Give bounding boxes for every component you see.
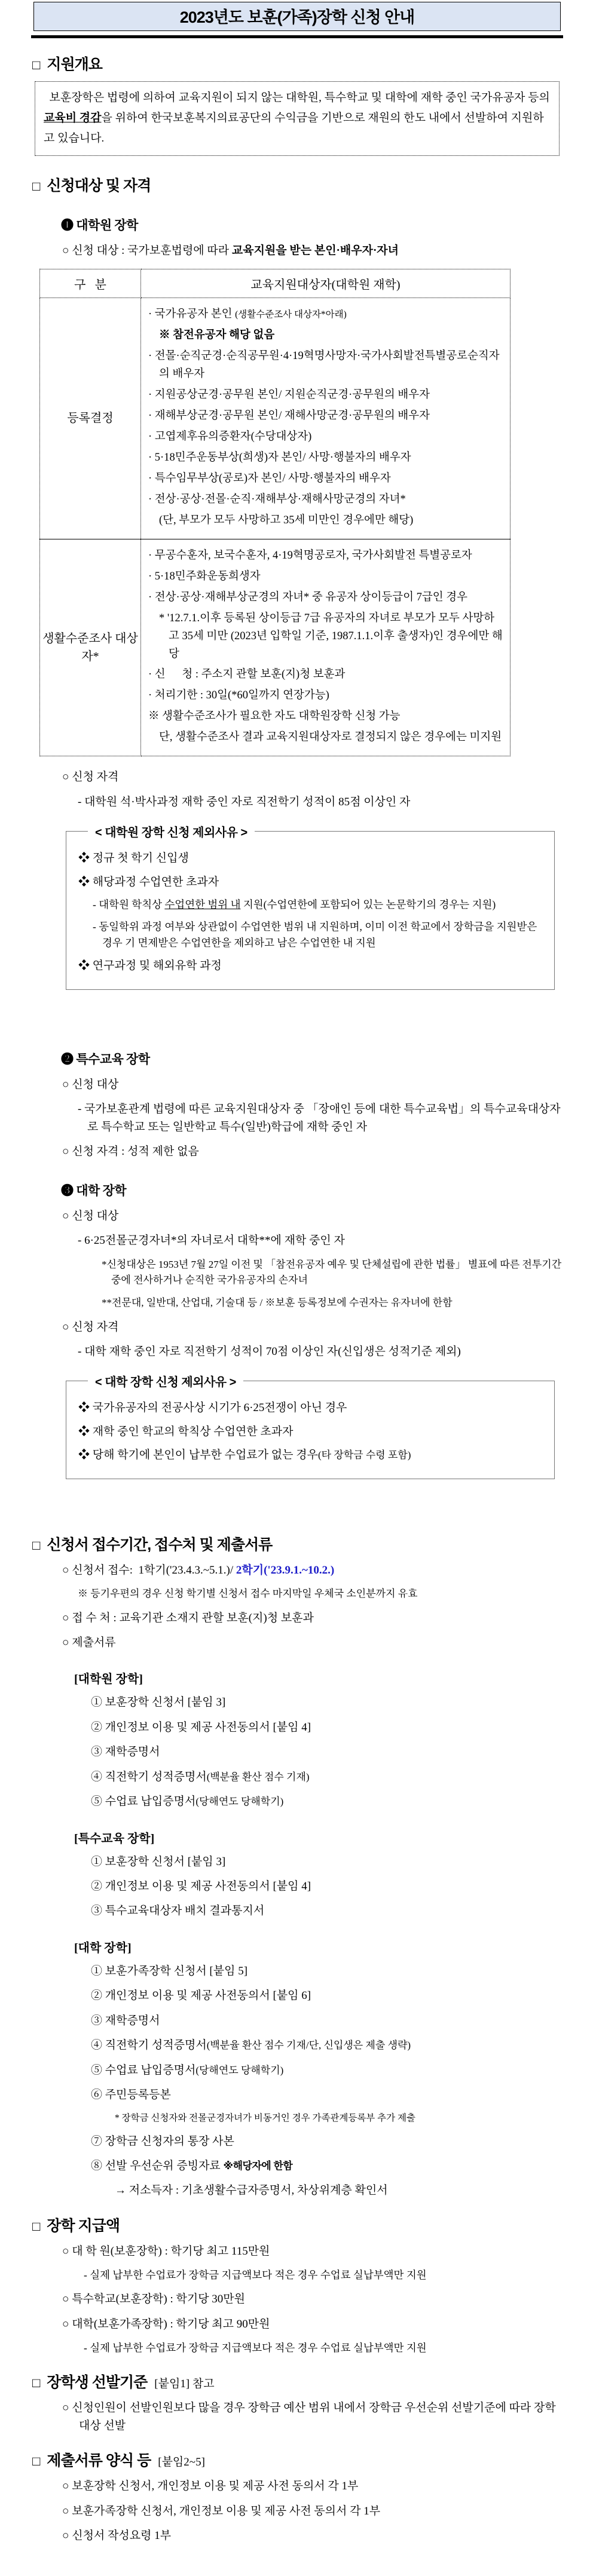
doc-item: ② 개인정보 이용 및 제공 사전동의서 [붙임 6]: [91, 1989, 311, 2002]
row-label-livelihood-survey: 생활수준조사 대상자*: [40, 539, 141, 756]
doc-item: [91, 1768, 563, 1786]
doc-item-note: * 장학금 신청자와 전몰군경자녀가 비동거인 경우 가족관계등록부 추가 제출: [115, 2112, 415, 2123]
table-line: · 재해부상군경·공무원 본인/ 재해사망군경·공무원의 배우자: [148, 409, 430, 422]
title-divider: [31, 35, 563, 38]
exclusion-item: ❖ 재학 중인 학교의 학칙상 수업연한 초과자: [78, 1425, 294, 1438]
subsection-grad-label: 대학원 장학: [76, 217, 138, 232]
section-heading-label: 지원개요: [47, 56, 102, 73]
doc-item: ⑥ 주민등록등본: [91, 2089, 171, 2102]
table-line: · 5·18민주화운동희생자: [148, 570, 261, 582]
doc-item: ① 보훈장학 신청서 [붙임 3]: [91, 1855, 226, 1868]
exclusion-subitem-underlined: 수업연한 범위 내: [164, 898, 241, 911]
doc-item-text: ④ 직전학기 성적증명서: [91, 1770, 207, 1783]
doc-item-small: (백분율 환산 점수 기재/단, 신입생은 제출 생략): [206, 2040, 411, 2051]
table-line: · 5·18민주운동부상(희생)자 본인/ 사망·행불자의 배우자: [148, 451, 411, 464]
payment-grad-line: ○ 대 학 원(보훈장학) : 학기당 최고 115만원: [62, 2244, 270, 2258]
section-heading-label: 장학 지급액: [47, 2217, 120, 2234]
doc-item-small: (당해연도 당해학기): [195, 2064, 284, 2076]
table-line: · 전상·공상·재해부상군경의 자녀* 중 유공자 상이등급이 7급인 경우: [148, 591, 468, 603]
section-heading-forms: [32, 2449, 563, 2470]
row-content-livelihood-survey: [141, 539, 511, 756]
section-heading-suffix: [붙임1] 참고: [154, 2378, 215, 2391]
table-header-category: 구 분: [40, 269, 141, 298]
doc-item: [91, 2157, 563, 2175]
table-line: · 처리기한 : 30일(*60일까지 연장가능): [148, 689, 329, 702]
selection-criteria-line: ○ 신청인원이 선발인원보다 많을 경우 장학금 예산 범위 내에서 장학금 우선순위 선발기준에 따라 장학대상 선발: [62, 2402, 556, 2432]
exclusion-item: ❖ 해당과정 수업연한 초과자: [78, 875, 219, 888]
doc-item: ① 보훈가족장학 신청서 [붙임 5]: [91, 1964, 248, 1977]
subsection-univ-label: 대학 장학: [76, 1183, 127, 1198]
doc-item: ③ 특수교육대상자 배치 결과통지서: [91, 1905, 265, 1918]
subsection-univ-title: [61, 1181, 563, 1199]
doc-item: ① 보훈장학 신청서 [붙임 3]: [91, 1696, 226, 1709]
exclusion-item-small: (타 장학금 수령 포함): [317, 1449, 411, 1461]
subsection-special-title: [61, 1050, 563, 1068]
table-line-small: (생활수준조사 대상자*아래): [235, 309, 347, 320]
table-line-small: * '12.7.1.이후 등록된 상이등급 7급 유공자의 자녀로 부모가 모두 사망하고 35세 미만 (2023년 입학일 기준, 1987.1.1.이후 출생자)인 경우에만 해당: [159, 612, 503, 660]
grad-exclusion-title: < 대학원 장학 신청 제외사유 >: [88, 823, 255, 840]
univ-exclusion-title: < 대학 장학 신청 제외사유 >: [88, 1372, 243, 1390]
spacer: [31, 1503, 563, 1519]
section-heading-submission: [32, 1533, 563, 1554]
table-line: · 전몰·순직군경·순직공무원·4·19혁명사망자·국가사회발전특별공로순직자의 배우자: [148, 349, 500, 380]
doc-item-text: ④ 직전학기 성적증명서: [91, 2039, 207, 2052]
doc-item: ⑦ 장학금 신청자의 통장 사본: [91, 2135, 234, 2148]
table-line-note-bold: ※ 참전유공자 해당 없음: [159, 329, 275, 341]
filled-circle-3-icon: ❸: [61, 1183, 74, 1198]
grad-target-pre: ○ 신청 대상 : 국가보훈법령에 따라: [62, 244, 232, 257]
receipt-period-line: [62, 1562, 563, 1579]
univ-target-note-1: *신청대상은 1953년 7월 27일 이전 및 「참전유공자 예우 및 단체설립에 관한 법률」 별표에 따른 전투기간 중에 전사하거나 순직한 국가유공자의 손자녀: [102, 1258, 564, 1286]
table-line: · 전상·공상·전몰·순직·재해부상·재해사망군경의 자녀*: [148, 493, 406, 505]
table-line: · 고엽제후유의증환자(수당대상자): [148, 430, 312, 443]
special-target-heading: ○ 신청 대상: [62, 1078, 119, 1091]
table-line: [148, 306, 504, 324]
table-line: · 무공수훈자, 보국수훈자, 4·19혁명공로자, 국가사회발전 특별공로자: [148, 549, 472, 562]
doc-group-univ-title: [대학 장학]: [74, 1941, 132, 1955]
overview-text-post: 을 위하여 한국보훈복지의료공단의 수익금을 기반으로 재원의 한도 내에서 선발하여 지원하고 있습니다.: [44, 112, 544, 145]
section-heading-overview: [32, 53, 563, 74]
section-heading-label: 신청대상 및 자격: [47, 177, 151, 194]
exclusion-item: ❖ 정규 첫 학기 신입생: [78, 852, 189, 865]
forms-item: ○ 신청서 작성요령 1부: [62, 2529, 172, 2543]
table-line-small: (단, 부모가 모두 사망하고 35세 미만인 경우에만 해당): [159, 514, 414, 526]
table-line: · 지원공상군경·공무원 본인/ 지원순직군경·공무원의 배우자: [148, 388, 430, 401]
doc-item-text: ⑧ 선발 우선순위 증빙자료: [91, 2159, 224, 2172]
doc-group-grad-title: [대학원 장학]: [74, 1673, 143, 1686]
exclusion-item: ❖ 연구과정 및 해외유학 과정: [78, 959, 222, 973]
exclusion-item: ❖ 국가유공자의 전공사상 시기가 6·25전쟁이 아닌 경우: [78, 1402, 347, 1415]
exclusion-item: [78, 1446, 543, 1464]
section-square-icon: □: [32, 57, 40, 72]
doc-item: [91, 2037, 563, 2054]
forms-item: ○ 보훈가족장학 신청서, 개인정보 이용 및 제공 사전 동의서 각 1부: [62, 2504, 381, 2517]
section-square-icon: □: [32, 2454, 40, 2469]
table-line: · 특수임무부상(공로)자 본인/ 사망·행불자의 배우자: [148, 472, 391, 484]
grad-target-line: [62, 242, 563, 259]
section-heading-label: 신청서 접수기간, 접수처 및 제출서류: [47, 1536, 273, 1553]
special-target-line: - 국가보훈관계 법령에 따른 교육지원대상자 중 「장애인 등에 대한 특수교육법」의 특수교육대상자로 특수학교 또는 일반학교 특수(일반)학급에 재학 중인 자: [78, 1103, 561, 1133]
section-square-icon: □: [32, 1537, 40, 1553]
section-heading-suffix: [붙임2~5]: [158, 2456, 205, 2469]
section-square-icon: □: [32, 178, 40, 194]
section-heading-selection: [32, 2370, 563, 2392]
filled-circle-1-icon: ❶: [61, 217, 74, 232]
receipt-period-first: ○ 신청서 접수: 1학기('23.4.3.~5.1.)/: [62, 1563, 236, 1577]
doc-item: ② 개인정보 이용 및 제공 사전동의서 [붙임 4]: [91, 1880, 311, 1893]
subsection-grad-title: [61, 216, 563, 234]
section-heading-label: 제출서류 양식 등: [47, 2452, 151, 2470]
doc-item: [91, 1793, 563, 1810]
univ-target-note-2: **전문대, 일반대, 산업대, 기술대 등 / ※보훈 등록정보에 수권자는 유자녀에 한함: [102, 1297, 453, 1309]
section-square-icon: □: [32, 2218, 40, 2234]
forms-item: ○ 보훈장학 신청서, 개인정보 이용 및 제공 사전 동의서 각 1부: [62, 2480, 359, 2493]
doc-item-small: (당해연도 당해학기): [195, 1796, 284, 1808]
section-square-icon: □: [32, 2375, 40, 2391]
grad-qualification-heading: ○ 신청 자격: [62, 771, 119, 784]
section-heading-eligibility: [32, 174, 563, 195]
receipt-office-line: ○ 접 수 처 : 교육기관 소재지 관할 보훈(지)청 보훈과: [62, 1611, 314, 1624]
table-line: 단, 생활수준조사 결과 교육지원대상자로 결정되지 않은 경우에는 미지원: [159, 731, 502, 744]
doc-item-text: ⑤ 수업료 납입증명서: [91, 1795, 196, 1808]
table-header-row: [40, 269, 511, 298]
section-heading-label: 장학생 선발기준: [47, 2374, 148, 2391]
overview-text-emphasis: 교육비 경감: [44, 112, 102, 125]
receipt-period-second-highlight: 2학기('23.9.1.~10.2.): [236, 1563, 335, 1577]
univ-target-heading: ○ 신청 대상: [62, 1209, 119, 1222]
table-line-text: · 국가유공자 본인: [148, 308, 236, 320]
doc-item-arrow-line: → 저소득자 : 기초생활수급자증명서, 차상위계층 확인서: [115, 2184, 388, 2197]
grad-qualification-line: - 대학원 석·박사과정 재학 중인 자로 직전학기 성적이 85점 이상인 자: [78, 795, 411, 808]
doc-group-special-title: [특수교육 장학]: [74, 1832, 155, 1845]
exclusion-subitem-pre: - 대학원 학칙상: [93, 898, 165, 911]
doc-item-text: ⑤ 수업료 납입증명서: [91, 2063, 196, 2077]
receipt-postal-note: ※ 등기우편의 경우 신청 학기별 신청서 접수 마지막일 우체국 소인분까지 유효: [78, 1588, 418, 1600]
doc-item-bold-note: ※해당자에 한함: [223, 2160, 293, 2172]
subsection-special-label: 특수교육 장학: [76, 1051, 150, 1066]
univ-target-line: - 6·25전몰군경자녀*의 자녀로서 대학**에 재학 중인 자: [78, 1234, 345, 1247]
table-row: [40, 298, 511, 539]
doc-item: ② 개인정보 이용 및 제공 사전동의서 [붙임 4]: [91, 1721, 311, 1734]
doc-item: ③ 재학증명서: [91, 1746, 160, 1759]
grad-target-emphasis: 교육지원을 받는 본인·배우자·자녀: [231, 244, 399, 257]
page-title: 2023년도 보훈(가족)장학 신청 안내: [33, 2, 561, 31]
exclusion-subitem: [93, 897, 543, 913]
exclusion-subitem-post: 지원(수업연한에 포함되어 있는 논문학기의 경우는 지원): [240, 898, 496, 911]
grad-exclusion-box: [66, 826, 555, 990]
overview-text-pre: 보훈장학은 법령에 의하여 교육지원이 되지 않는 대학원, 특수학교 및 대학에 재학 중인 국가유공자 등의: [44, 91, 553, 104]
univ-exclusion-box: [66, 1376, 555, 1479]
exclusion-subitem: - 동일학위 과정 여부와 상관없이 수업연한 범위 내 지원하며, 이미 이전 학교에서 장학금을 지원받은 경우 기 면제받은 수업연한을 제외하고 남은 수업연한 내 지원: [93, 921, 540, 949]
table-row: [40, 539, 511, 756]
filled-circle-2-icon: ❷: [61, 1051, 74, 1066]
section-heading-payment: [32, 2214, 563, 2235]
special-qualification-line: ○ 신청 자격 : 성적 제한 없음: [62, 1145, 199, 1158]
doc-item-small: (백분율 환산 점수 기재): [206, 1771, 310, 1783]
univ-qualification-line: - 대학 재학 중인 자로 직전학기 성적이 70점 이상인 자(신입생은 성적기준 제외): [78, 1345, 461, 1358]
payment-grad-note: - 실제 납부한 수업료가 장학금 지급액보다 적은 경우 수업료 실납부액만 지원: [84, 2269, 427, 2281]
payment-univ-note: - 실제 납부한 수업료가 장학금 지급액보다 적은 경우 수업료 실납부액만 지원: [84, 2342, 427, 2354]
doc-item: [91, 2062, 563, 2079]
doc-item: ③ 재학증명서: [91, 2014, 160, 2027]
spacer: [31, 1014, 563, 1029]
payment-univ-line: ○ 대학(보훈가족장학) : 학기당 최고 90만원: [62, 2317, 270, 2330]
grad-eligibility-table: [39, 269, 511, 756]
row-label-registration: 등록결정: [40, 298, 141, 539]
table-header-target: 교육지원대상자(대학원 재학): [141, 269, 511, 298]
row-content-registration: [141, 298, 511, 539]
payment-special-line: ○ 특수학교(보훈장학) : 학기당 30만원: [62, 2293, 246, 2306]
exclusion-item-text: ❖ 당해 학기에 본인이 납부한 수업료가 없는 경우: [78, 1449, 318, 1462]
table-line: ※ 생활수준조사가 필요한 자도 대학원장학 신청 가능: [148, 710, 401, 723]
overview-box: [35, 81, 560, 156]
univ-qualification-heading: ○ 신청 자격: [62, 1320, 119, 1333]
documents-heading: ○ 제출서류: [62, 1636, 116, 1649]
table-line: · 신 청 : 주소지 관할 보훈(지)청 보훈과: [148, 668, 346, 681]
